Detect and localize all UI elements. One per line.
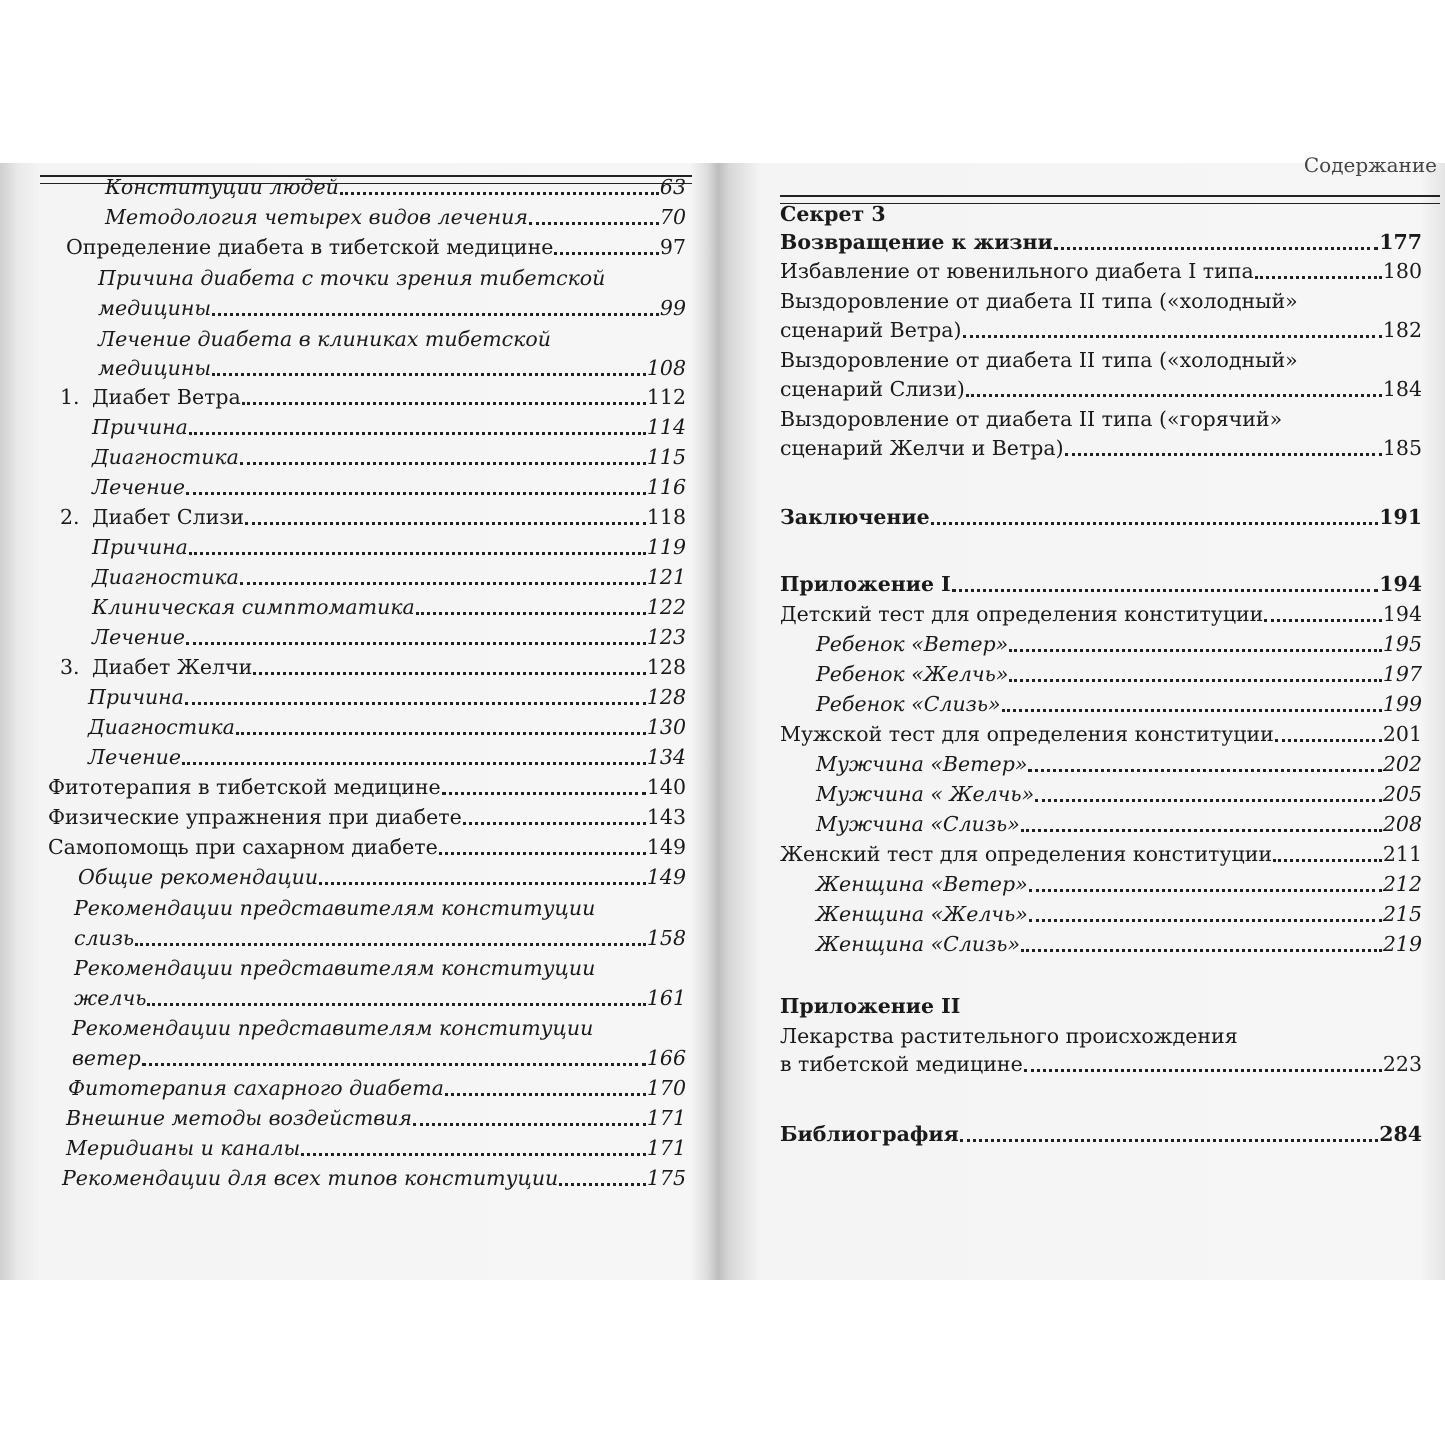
toc-page-number: 191 — [1379, 505, 1422, 529]
toc-page-number: 208 — [1382, 812, 1422, 836]
toc-dot-leader — [1054, 233, 1379, 250]
toc-page-number: 115 — [646, 445, 686, 469]
toc-entry — [92, 474, 686, 500]
toc-page-number: 180 — [1382, 259, 1422, 283]
toc-page-number: 223 — [1382, 1052, 1422, 1076]
toc-entry-title: Причина диабета с точки зрения тибетской — [98, 266, 606, 290]
toc-entry-title: Рекомендации представителям конституции — [74, 896, 596, 920]
toc-dot-leader — [1002, 695, 1382, 712]
toc-dot-leader — [952, 575, 1378, 592]
toc-dot-leader — [559, 1169, 646, 1186]
toc-page-number: 134 — [646, 745, 686, 769]
toc-entry — [66, 1105, 686, 1131]
toc-entry — [780, 504, 1422, 530]
toc-entry-title: Выздоровление от диабета II типа («горячий» — [780, 407, 1283, 431]
toc-entry-number: 1. — [60, 385, 80, 409]
toc-entry-title: Выздоровление от диабета II типа («холодный» — [780, 348, 1298, 372]
toc-entry-title: Женщина «Слизь» — [816, 932, 1020, 956]
toc-dot-leader — [966, 380, 1382, 397]
toc-entry-title: сценарий Желчи и Ветра) — [780, 436, 1064, 460]
toc-dot-leader — [186, 478, 646, 495]
toc-entry — [74, 895, 686, 921]
toc-entry — [72, 1015, 686, 1041]
toc-page-number: 201 — [1382, 722, 1422, 746]
toc-page-number: 149 — [646, 865, 686, 889]
toc-entry — [88, 714, 686, 740]
toc-entry-title: Мужской тест для определения конституции — [780, 722, 1274, 746]
toc-page-number: 284 — [1379, 1122, 1422, 1146]
toc-page-number: 121 — [646, 565, 686, 589]
toc-entry — [105, 204, 686, 230]
toc-entry-title: Физические упражнения при диабете — [48, 805, 462, 829]
toc-entry — [780, 1023, 1422, 1049]
toc-page-number: 177 — [1379, 230, 1422, 254]
toc-page-number: 161 — [646, 986, 686, 1010]
toc-dot-leader — [189, 418, 646, 435]
toc-entry-title: Рекомендации представителям конституции — [72, 1016, 594, 1040]
toc-entry-title: Рекомендации для всех типов конституции — [62, 1166, 559, 1190]
toc-entry-title: Общие рекомендации — [78, 865, 319, 889]
toc-page-number: 170 — [646, 1076, 686, 1100]
toc-entry-title: сценарий Ветра) — [780, 318, 962, 342]
toc-entry — [88, 744, 686, 770]
toc-entry — [780, 201, 1422, 227]
toc-page-number: 219 — [1382, 932, 1422, 956]
toc-entry — [92, 534, 686, 560]
toc-entry-title: Диабет Слизи — [92, 505, 245, 529]
toc-entry — [780, 347, 1422, 373]
toc-entry-title: Клиническая симптоматика — [92, 595, 415, 619]
toc-dot-leader — [242, 388, 646, 405]
toc-entry — [98, 265, 686, 291]
toc-entry-number: 3. — [60, 655, 80, 679]
toc-entry-title: Детский тест для определения конституции — [780, 602, 1264, 626]
toc-page-number: 175 — [646, 1166, 686, 1190]
toc-dot-leader — [1028, 755, 1382, 772]
toc-entry-title: Ребенок «Ветер» — [816, 632, 1009, 656]
toc-entry — [780, 288, 1422, 314]
toc-page-number: 143 — [646, 805, 686, 829]
toc-entry-title: Меридианы и каналы — [66, 1136, 301, 1160]
toc-entry-title: слизь — [74, 926, 135, 950]
toc-entry-title: Внешние методы воздействия — [66, 1106, 412, 1130]
toc-entry-title: Женщина «Желчь» — [816, 902, 1028, 926]
toc-dot-leader — [186, 628, 646, 645]
toc-entry — [60, 384, 686, 410]
toc-dot-leader — [240, 448, 646, 465]
toc-entry-title: Мужчина « Желчь» — [816, 782, 1035, 806]
toc-entry-title: Фитотерапия в тибетской медицине — [48, 775, 441, 799]
toc-entry — [92, 414, 686, 440]
toc-entry — [68, 1075, 686, 1101]
toc-page-number: 118 — [646, 505, 686, 529]
toc-entry — [72, 1045, 686, 1071]
toc-entry-title: Секрет 3 — [780, 202, 886, 226]
toc-page-number: 194 — [1379, 572, 1422, 596]
toc-entry — [780, 993, 1422, 1019]
toc-page-number: 119 — [646, 535, 686, 559]
toc-entry — [816, 751, 1422, 777]
toc-dot-leader — [960, 1125, 1378, 1142]
toc-entry-title: Ребенок «Слизь» — [816, 692, 1001, 716]
toc-entry-title: Диагностика — [92, 565, 239, 589]
toc-entry-title: Диабет Желчи — [92, 655, 253, 679]
toc-dot-leader — [142, 1049, 646, 1066]
toc-dot-leader — [1275, 725, 1382, 742]
toc-page-number: 108 — [646, 356, 686, 380]
toc-entry — [816, 871, 1422, 897]
toc-entry — [60, 654, 686, 680]
toc-entry-title: Самопомощь при сахарном диабете — [48, 835, 438, 859]
toc-page-number: 166 — [646, 1046, 686, 1070]
toc-entry-title: Лекарства растительного происхождения — [780, 1024, 1238, 1048]
toc-page-number: 211 — [1382, 842, 1422, 866]
toc-entry — [48, 834, 686, 860]
toc-entry — [66, 1135, 686, 1161]
toc-dot-leader — [185, 688, 646, 705]
toc-dot-leader — [212, 359, 646, 376]
toc-dot-leader — [1021, 815, 1382, 832]
toc-entry — [60, 504, 686, 530]
toc-entry — [105, 174, 686, 200]
toc-entry-title: желчь — [74, 986, 147, 1010]
toc-entry — [74, 955, 686, 981]
toc-entry-title: медицины — [98, 356, 212, 380]
toc-entry — [816, 691, 1422, 717]
toc-page-number: 99 — [659, 296, 686, 320]
toc-dot-leader — [340, 178, 659, 195]
toc-entry — [48, 804, 686, 830]
toc-entry-title: Ребенок «Желчь» — [816, 662, 1009, 686]
toc-entry-title: в тибетской медицине — [780, 1052, 1023, 1076]
toc-dot-leader — [301, 1139, 646, 1156]
toc-dot-leader — [182, 748, 646, 765]
toc-dot-leader — [963, 321, 1382, 338]
toc-page-number: 197 — [1382, 662, 1422, 686]
toc-entry-title: Фитотерапия сахарного диабета — [68, 1076, 444, 1100]
toc-entry — [98, 326, 686, 352]
toc-entry-title: Диагностика — [88, 715, 235, 739]
right-page — [722, 153, 1445, 1280]
toc-dot-leader — [529, 208, 659, 225]
toc-dot-leader — [1029, 875, 1382, 892]
toc-entry — [816, 901, 1422, 927]
toc-entry — [816, 931, 1422, 957]
toc-page-number: 123 — [646, 625, 686, 649]
toc-dot-leader — [413, 1109, 646, 1126]
toc-entry — [780, 601, 1422, 627]
toc-page-number: 212 — [1382, 872, 1422, 896]
toc-page-number: 171 — [646, 1136, 686, 1160]
toc-dot-leader — [463, 808, 646, 825]
toc-entry — [48, 774, 686, 800]
toc-dot-leader — [1009, 665, 1381, 682]
toc-page-number: 149 — [646, 835, 686, 859]
toc-dot-leader — [1029, 905, 1382, 922]
toc-entry — [780, 258, 1422, 284]
toc-page-number: 158 — [646, 926, 686, 950]
toc-page-number: 97 — [659, 235, 686, 259]
toc-page-number: 128 — [646, 685, 686, 709]
toc-entry — [780, 406, 1422, 432]
toc-page-number: 182 — [1382, 318, 1422, 342]
toc-page-number: 70 — [659, 205, 686, 229]
toc-entry-title: сценарий Слизи) — [780, 377, 965, 401]
toc-entry — [816, 661, 1422, 687]
toc-dot-leader — [236, 718, 646, 735]
toc-page-number: 116 — [646, 475, 686, 499]
toc-entry — [816, 631, 1422, 657]
toc-dot-leader — [253, 658, 646, 675]
toc-entry-title: Приложение I — [780, 572, 951, 596]
toc-page-number: 184 — [1382, 377, 1422, 401]
toc-entry-title: Диагностика — [92, 445, 239, 469]
toc-entry — [88, 684, 686, 710]
toc-entry-title: Причина — [88, 685, 184, 709]
toc-page-number: 202 — [1382, 752, 1422, 776]
toc-page-number: 195 — [1382, 632, 1422, 656]
toc-entry — [66, 234, 686, 260]
toc-dot-leader — [189, 538, 646, 555]
left-page — [0, 163, 712, 1280]
toc-entry-title: Приложение II — [780, 994, 961, 1018]
toc-entry — [780, 317, 1422, 343]
toc-entry — [780, 435, 1422, 461]
toc-dot-leader — [245, 508, 646, 525]
toc-entry — [780, 1051, 1422, 1077]
toc-page-number: 130 — [646, 715, 686, 739]
toc-dot-leader — [147, 989, 645, 1006]
toc-entry — [98, 355, 686, 381]
toc-entry — [92, 594, 686, 620]
toc-dot-leader — [319, 868, 646, 885]
toc-page-number: 205 — [1382, 782, 1422, 806]
toc-entry-title: Заключение — [780, 505, 930, 529]
toc-dot-leader — [135, 929, 646, 946]
toc-entry — [92, 564, 686, 590]
toc-page-number: 194 — [1382, 602, 1422, 626]
toc-dot-leader — [1035, 785, 1382, 802]
toc-dot-leader — [1255, 262, 1382, 279]
running-head: Содержание — [1303, 153, 1437, 177]
toc-page-number: 199 — [1382, 692, 1422, 716]
toc-page-number: 114 — [646, 415, 686, 439]
toc-dot-leader — [554, 238, 659, 255]
toc-dot-leader — [1024, 1055, 1382, 1072]
toc-entry-title: Причина — [92, 535, 188, 559]
toc-entry-title: Лечение — [88, 745, 181, 769]
toc-entry-title: Причина — [92, 415, 188, 439]
toc-page-number: 122 — [646, 595, 686, 619]
toc-entry-number: 2. — [60, 505, 80, 529]
toc-entry — [780, 1121, 1422, 1147]
toc-dot-leader — [1065, 439, 1382, 456]
toc-dot-leader — [442, 778, 646, 795]
toc-entry-title: Избавление от ювенильного диабета I типа — [780, 259, 1254, 283]
toc-entry-title: Лечение — [92, 625, 185, 649]
toc-entry-title: Возвращение к жизни — [780, 230, 1053, 254]
toc-entry — [780, 841, 1422, 867]
toc-entry — [74, 925, 686, 951]
toc-entry-title: Конституции людей — [105, 175, 339, 199]
toc-entry — [78, 864, 686, 890]
toc-entry-title: ветер — [72, 1046, 141, 1070]
toc-dot-leader — [1009, 635, 1382, 652]
toc-entry-title: Определение диабета в тибетской медицине — [66, 235, 554, 259]
toc-entry-title: Мужчина «Слизь» — [816, 812, 1020, 836]
toc-dot-leader — [240, 568, 646, 585]
book-spread — [0, 153, 1445, 1280]
toc-entry — [62, 1165, 686, 1191]
toc-page-number: 171 — [646, 1106, 686, 1130]
toc-entry-title: Мужчина «Ветер» — [816, 752, 1028, 776]
toc-dot-leader — [416, 598, 646, 615]
toc-entry-title: Библиография — [780, 1122, 959, 1146]
toc-entry — [780, 376, 1422, 402]
toc-entry — [816, 781, 1422, 807]
toc-entry — [780, 721, 1422, 747]
toc-page-number: 112 — [646, 385, 686, 409]
toc-page-number: 128 — [646, 655, 686, 679]
toc-entry-title: Методология четырех видов лечения — [105, 205, 528, 229]
toc-page-number: 215 — [1382, 902, 1422, 926]
toc-dot-leader — [1273, 845, 1382, 862]
toc-entry-title: Выздоровление от диабета II типа («холодный» — [780, 289, 1298, 313]
toc-entry — [74, 985, 686, 1011]
toc-entry — [780, 571, 1422, 597]
toc-dot-leader — [445, 1079, 646, 1096]
toc-entry — [780, 229, 1422, 255]
toc-dot-leader — [1021, 935, 1382, 952]
toc-page-number: 140 — [646, 775, 686, 799]
toc-entry-title: Лечение — [92, 475, 185, 499]
toc-entry-title: Диабет Ветра — [92, 385, 241, 409]
toc-entry — [92, 624, 686, 650]
toc-dot-leader — [212, 299, 659, 316]
toc-dot-leader — [931, 508, 1379, 525]
toc-entry — [816, 811, 1422, 837]
toc-entry-title: Лечение диабета в клиниках тибетской — [98, 327, 551, 351]
toc-page-number: 185 — [1382, 436, 1422, 460]
toc-entry-title: Женский тест для определения конституции — [780, 842, 1273, 866]
toc-entry-title: медицины — [98, 296, 212, 320]
toc-entry-title: Женщина «Ветер» — [816, 872, 1028, 896]
toc-entry — [92, 444, 686, 470]
toc-dot-leader — [439, 838, 646, 855]
toc-entry-title: Рекомендации представителям конституции — [74, 956, 596, 980]
toc-entry — [98, 295, 686, 321]
toc-dot-leader — [1264, 605, 1382, 622]
toc-page-number: 63 — [659, 175, 686, 199]
